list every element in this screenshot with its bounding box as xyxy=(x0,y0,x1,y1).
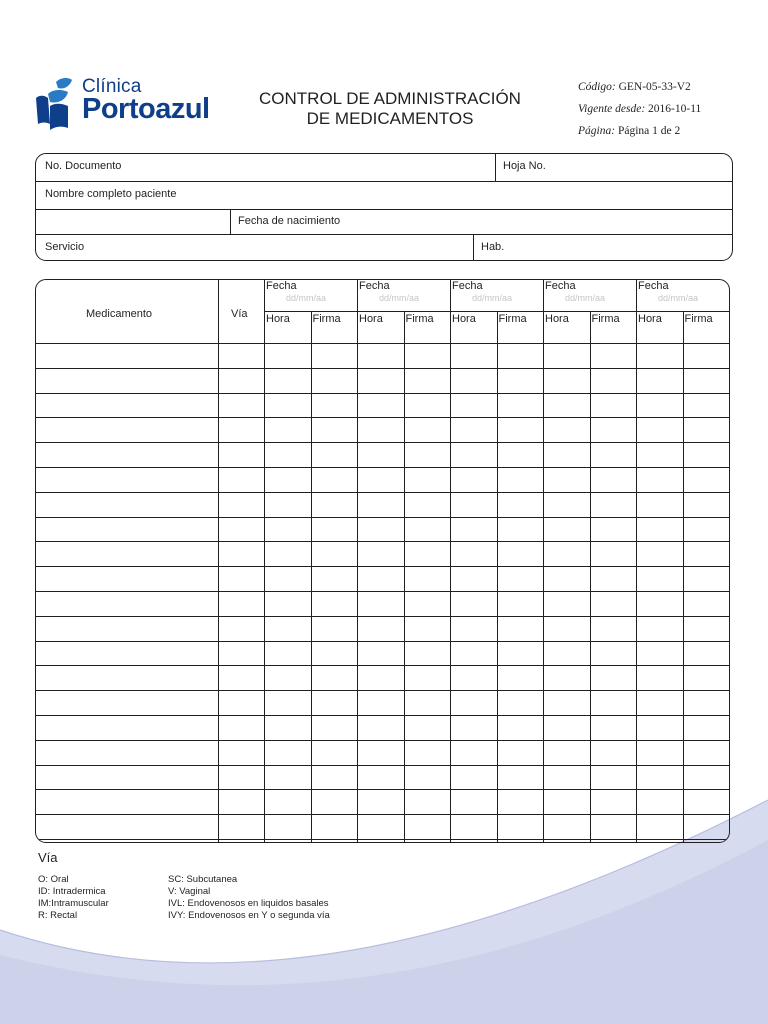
hab-field[interactable]: Hab. xyxy=(481,241,505,253)
table-row xyxy=(36,839,730,840)
table-row xyxy=(36,368,730,369)
table-row xyxy=(36,541,730,542)
pagina-value: Página 1 de 2 xyxy=(617,125,681,137)
firma-header: Firma xyxy=(498,313,527,325)
vigente-label: Vigente desde: xyxy=(578,103,646,115)
medicamento-header: Medicamento xyxy=(86,308,153,320)
column-divider xyxy=(311,311,312,843)
servicio-field[interactable]: Servicio xyxy=(45,241,85,253)
legend-item: IVY: Endovenosos en Y o segunda vía xyxy=(168,910,330,921)
codigo-value: GEN-05-33-V2 xyxy=(618,81,691,93)
table-row xyxy=(36,814,730,815)
fecha-placeholder: dd/mm/aa xyxy=(658,293,699,303)
codigo-label: Código: xyxy=(578,81,616,93)
via-header: Vía xyxy=(231,308,248,320)
table-row xyxy=(36,393,730,394)
fecha-nacimiento-field[interactable]: Fecha de nacimiento xyxy=(238,215,341,227)
header-bottom-line xyxy=(36,343,730,344)
firma-header: Firma xyxy=(312,313,341,325)
table-row xyxy=(36,417,730,418)
column-divider xyxy=(683,311,684,843)
info-divider xyxy=(230,209,231,234)
table-row xyxy=(36,665,730,666)
hora-header: Hora xyxy=(638,313,662,325)
table-row xyxy=(36,641,730,642)
legend-item: O: Oral xyxy=(38,874,69,885)
firma-header: Firma xyxy=(405,313,434,325)
fecha-header: Fecha xyxy=(638,280,669,292)
patient-info-box xyxy=(35,153,733,261)
column-divider xyxy=(543,280,544,843)
info-divider xyxy=(473,234,474,261)
document-meta xyxy=(578,76,701,142)
table-row xyxy=(36,690,730,691)
hora-header: Hora xyxy=(452,313,476,325)
hora-header: Hora xyxy=(266,313,290,325)
table-row xyxy=(36,492,730,493)
codigo-row xyxy=(578,76,701,98)
column-divider xyxy=(497,311,498,843)
fecha-placeholder: dd/mm/aa xyxy=(472,293,513,303)
vigente-value: 2016-10-11 xyxy=(648,103,702,115)
legend-item: IM:Intramuscular xyxy=(38,898,109,909)
table-row xyxy=(36,789,730,790)
logo-portoazul-text: Portoazul xyxy=(82,93,210,125)
table-row xyxy=(36,740,730,741)
no-documento-field[interactable]: No. Documento xyxy=(45,160,122,172)
fecha-header: Fecha xyxy=(545,280,576,292)
legend-item: IVL: Endovenosos en liquidos basales xyxy=(168,898,329,909)
hora-header: Hora xyxy=(545,313,569,325)
nombre-paciente-field[interactable]: Nombre completo paciente xyxy=(45,188,177,200)
firma-header: Firma xyxy=(591,313,620,325)
header-divider xyxy=(450,311,543,312)
legend-title: Vía xyxy=(38,850,58,865)
header-divider xyxy=(264,311,357,312)
header-divider xyxy=(636,311,729,312)
info-divider xyxy=(36,209,732,210)
document-title xyxy=(240,89,540,129)
hora-header: Hora xyxy=(359,313,383,325)
info-divider xyxy=(495,154,496,181)
info-divider xyxy=(36,181,732,182)
vigente-row xyxy=(578,98,701,120)
legend-item: V: Vaginal xyxy=(168,886,211,897)
fecha-header: Fecha xyxy=(266,280,297,292)
legend-item: R: Rectal xyxy=(38,910,78,921)
fecha-header: Fecha xyxy=(452,280,483,292)
table-row xyxy=(36,467,730,468)
firma-header: Firma xyxy=(684,313,713,325)
column-divider xyxy=(404,311,405,843)
clinic-logo xyxy=(34,76,234,138)
table-row xyxy=(36,715,730,716)
medication-table xyxy=(35,279,730,843)
fecha-header: Fecha xyxy=(359,280,390,292)
table-row xyxy=(36,616,730,617)
legend-item: SC: Subcutanea xyxy=(168,874,238,885)
fecha-placeholder: dd/mm/aa xyxy=(565,293,606,303)
pagina-label: Página: xyxy=(578,125,616,137)
logo-clinica-text: Clínica xyxy=(82,76,142,97)
column-divider xyxy=(450,280,451,843)
title-line-1: CONTROL DE ADMINISTRACIÓN xyxy=(259,89,521,108)
column-divider xyxy=(636,280,637,843)
fecha-placeholder: dd/mm/aa xyxy=(286,293,327,303)
fecha-placeholder: dd/mm/aa xyxy=(379,293,420,303)
column-divider xyxy=(218,280,219,843)
table-row xyxy=(36,591,730,592)
hoja-no-field[interactable]: Hoja No. xyxy=(503,160,546,172)
column-divider xyxy=(357,280,358,843)
header-divider xyxy=(543,311,636,312)
table-row xyxy=(36,517,730,518)
column-divider xyxy=(590,311,591,843)
logo-flag-icon xyxy=(34,76,78,134)
column-divider xyxy=(264,280,265,843)
table-row xyxy=(36,566,730,567)
legend-item: ID: Intradermica xyxy=(38,886,106,897)
title-line-2: DE MEDICAMENTOS xyxy=(306,109,474,128)
table-row xyxy=(36,765,730,766)
pagina-row xyxy=(578,120,701,142)
table-row xyxy=(36,442,730,443)
info-divider xyxy=(36,234,732,235)
header-divider xyxy=(357,311,450,312)
